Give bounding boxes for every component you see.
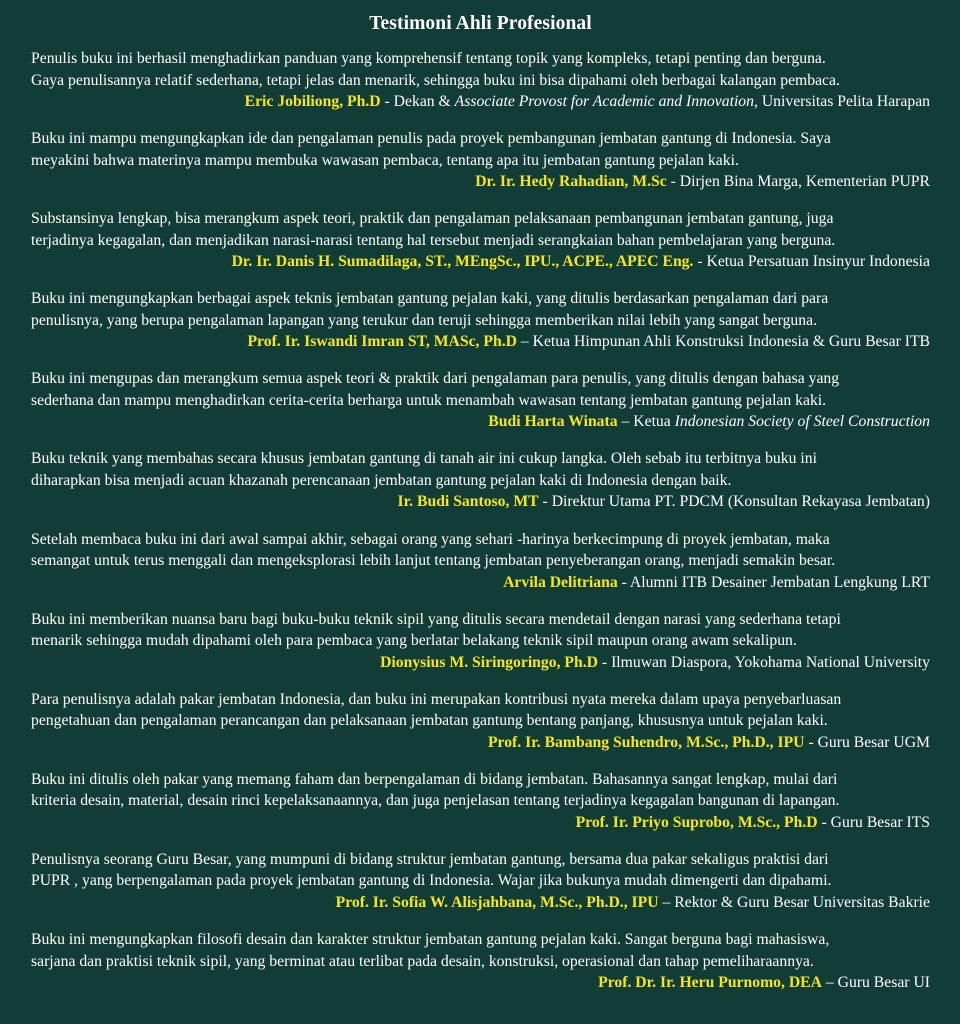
testimonial-quote: Penulis buku ini berhasil menghadirkan panduan yang komprehensif tentang topik yang kompleks, tetapi penting dan berguna. Gaya penulisannya relatif sederhana, tetapi jelas dan menarik, sehingga buku ini bisa dipahami oleh berbagai kalangan pembaca. <box>31 50 840 89</box>
expert-role: - Ketua Persatuan Insinyur Indonesia <box>693 253 930 271</box>
expert-role: - Alumni ITB Desainer Jembatan Lengkung LRT <box>617 573 930 591</box>
testimonial-quote: Buku ini mengungkapkan filosofi desain dan karakter struktur jembatan gantung pejalan kaki. Sangat berguna bagi mahasiswa, sarjana dan praktisi teknik sipil, yang berminat atau terlibat pada desain, konstruksi, operasional dan tahap pemeliharaannya. <box>31 931 830 970</box>
testimonial-entry <box>31 368 930 433</box>
testimonial-quote: Buku ini mampu mengungkapkan ide dan pengalaman penulis pada proyek pembangunan jembatan gantung di Indonesia. Saya meyakini bahwa materinya mampu membuka wawasan pembaca, tentang apa itu jembatan gantung pejalan kaki. <box>31 130 831 169</box>
expert-role-italic: Indonesian Society of Steel Construction <box>674 413 930 431</box>
expert-role-suffix: , Universitas Pelita Harapan <box>754 93 930 110</box>
testimonial-quote: Substansinya lengkap, bisa merangkum aspek teori, praktik dan pengalaman pelaksanaan pembangunan jembatan gantung, juga terjadinya kegagalan, dan menjadikan narasi-narasi tentang hal tersebut menjadi serangkaian bahan pembelajaran yang berguna. <box>31 210 836 249</box>
testimonial-attribution <box>31 652 930 674</box>
expert-role: - Dirjen Bina Marga, Kementerian PUPR <box>666 173 930 191</box>
testimonial-list <box>31 48 930 994</box>
expert-name: Prof. Ir. Sofia W. Alisjahbana, M.Sc., Ph.D., IPU <box>335 893 659 911</box>
expert-name: Dr. Ir. Danis H. Sumadilaga, ST., MEngSc., IPU., ACPE., APEC Eng. <box>231 253 694 271</box>
testimonial-attribution <box>31 732 930 754</box>
testimonial-attribution <box>31 892 930 914</box>
testimonial-attribution <box>31 572 930 594</box>
testimonial-entry <box>31 689 930 754</box>
testimonial-quote: Buku teknik yang membahas secara khusus jembatan gantung di tanah air ini cukup langka. Oleh sebab itu terbitnya buku ini diharapkan bisa menjadi acuan khazanah perencanaan jembatan gantung pejalan kaki di Indonesia dengan baik. <box>31 450 817 489</box>
expert-name: Prof. Ir. Bambang Suhendro, M.Sc., Ph.D., IPU <box>487 733 805 751</box>
expert-role: - Guru Besar UGM <box>804 733 930 751</box>
testimonial-attribution <box>31 812 930 834</box>
expert-role: – Ketua <box>617 413 675 431</box>
testimonial-entry <box>31 208 930 273</box>
testimonial-entry <box>31 128 930 193</box>
expert-role: - Guru Besar ITS <box>817 813 930 831</box>
testimonial-quote: Buku ini ditulis oleh pakar yang memang faham dan berpengalaman di bidang jembatan. Bahasannya sangat lengkap, mulai dari kriteria desain, material, desain rinci kepelaksanaannya, dan juga penjelasan tentang terjadinya kegagalan bangunan di lapangan. <box>31 770 840 810</box>
testimonial-attribution <box>31 331 930 353</box>
expert-name: Prof. Ir. Priyo Suprobo, M.Sc., Ph.D <box>575 813 818 831</box>
expert-name: Prof. Ir. Iswandi Imran ST, MASc, Ph.D <box>247 333 517 351</box>
testimonial-entry <box>31 609 930 674</box>
expert-role: - Ilmuwan Diaspora, Yokohama National University <box>598 653 930 671</box>
expert-name: Prof. Dr. Ir. Heru Purnomo, DEA <box>598 974 822 992</box>
expert-name: Eric Jobiliong, Ph.D <box>244 93 381 110</box>
testimonial-attribution <box>31 411 930 433</box>
testimonial-entry <box>31 849 930 914</box>
expert-role: – Ketua Himpunan Ahli Konstruksi Indonesia & Guru Besar ITB <box>516 333 930 351</box>
testimonial-entry <box>31 448 930 513</box>
testimonial-attribution <box>31 491 930 513</box>
expert-role-italic: Associate Provost for Academic and Innovation <box>454 93 754 110</box>
testimonial-attribution <box>31 171 930 193</box>
expert-name: Dionysius M. Siringoringo, Ph.D <box>380 653 598 671</box>
page-title: Testimoni Ahli Profesional <box>369 13 592 34</box>
expert-name: Arvila Delitriana <box>503 573 618 591</box>
testimonial-quote: Buku ini memberikan nuansa baru bagi buku-buku teknik sipil yang ditulis secara mendetail dengan narasi yang sederhana tetapi menarik sehingga mudah dipahami oleh para pembaca yang berlatar belakang teknik sipil maupun orang awam sekalipun. <box>31 610 841 650</box>
expert-name: Budi Harta Winata <box>488 413 618 431</box>
expert-role: – Guru Besar UI <box>821 974 930 992</box>
testimonial-quote: Penulisnya seorang Guru Besar, yang mumpuni di bidang struktur jembatan gantung, bersama dua pakar sekaligus praktisi dari PUPR , yang berpengalaman pada proyek jembatan gantung di Indonesia. Wajar jika bukunya mudah dimengerti dan dipahami. <box>31 850 832 890</box>
testimonial-attribution <box>31 251 930 273</box>
expert-name: Ir. Budi Santoso, MT <box>397 493 539 511</box>
expert-role: – Rektor & Guru Besar Universitas Bakrie <box>658 893 930 911</box>
testimonial-attribution <box>31 972 930 994</box>
testimonial-attribution <box>31 91 930 113</box>
expert-name: Dr. Ir. Hedy Rahadian, M.Sc <box>475 173 667 191</box>
expert-role: - Dekan & <box>380 93 455 110</box>
testimonial-entry <box>31 529 930 594</box>
testimonial-quote: Buku ini mengungkapkan berbagai aspek teknis jembatan gantung pejalan kaki, yang ditulis berdasarkan pengalaman dari para penulisnya, yang berupa pengalaman lapangan yang terukur dan teruji sehingga memberikan nilai lebih yang sangat berguna. <box>31 290 829 329</box>
testimonial-quote: Setelah membaca buku ini dari awal sampai akhir, sebagai orang yang sehari -harinya berkecimpung di proyek jembatan, maka semangat untuk terus menggali dan mengeksplorasi lebih lanjut tentang jembatan penyeberangan orang, menjadi semakin besar. <box>31 530 836 570</box>
testimonial-entry <box>31 48 930 113</box>
testimonial-entry <box>31 288 930 353</box>
testimonial-entry <box>31 929 930 994</box>
testimonial-quote: Para penulisnya adalah pakar jembatan Indonesia, dan buku ini merupakan kontribusi nyata mereka dalam upaya penyebarluasan pengetahuan dan pengalaman perancangan dan pelaksanaan jembatan gantung bentang panjang, khususnya untuk pejalan kaki. <box>31 690 842 730</box>
testimonial-quote: Buku ini mengupas dan merangkum semua aspek teori & praktik dari pengalaman para penulis, yang ditulis dengan bahasa yang sederhana dan mampu menghadirkan cerita-cerita berharga untuk menambah wawasan tentang jembatan gantung pejalan kaki. <box>31 370 840 409</box>
testimonial-entry <box>31 769 930 834</box>
expert-role: - Direktur Utama PT. PDCM (Konsultan Rekayasa Jembatan) <box>538 493 930 511</box>
